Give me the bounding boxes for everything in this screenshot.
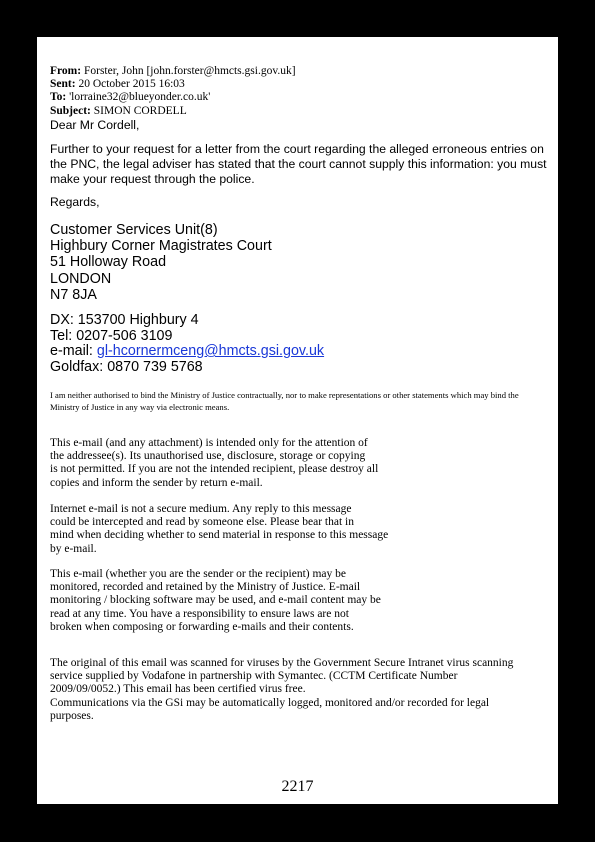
signature-email-line (50, 344, 324, 360)
disclaimer-monitoring (50, 568, 420, 634)
signature-postcode: N7 8JA (50, 286, 97, 303)
disclaimer-line: monitored, recorded and retained by the Ministry of Justice. E-mail (50, 581, 361, 594)
sent-line (50, 78, 296, 91)
page-number: 2217 (281, 778, 314, 795)
sent-label: Sent: (50, 78, 76, 91)
email-header (50, 65, 296, 118)
signature-city: LONDON (50, 270, 112, 287)
subject-value: SIMON CORDELL (93, 104, 187, 117)
to-line (50, 91, 296, 104)
signature-address (50, 222, 272, 303)
signature-tel: Tel: 0207-506 3109 (50, 327, 173, 344)
disclaimer-line: broken when composing or forwarding e-mails and their contents. (50, 620, 354, 633)
disclaimer-line: Internet e-mail is not a secure medium. Any reply to this message (50, 503, 352, 515)
signature-street: 51 Holloway Road (50, 254, 167, 271)
signature-email-link[interactable]: gl-hcornermceng@hmcts.gsi.gov.uk (96, 343, 325, 359)
to-value: 'lorraine32@blueyonder.co.uk' (69, 91, 211, 104)
virus-line: The original of this email was scanned for viruses by the Government Secure Intranet virus scanning (50, 657, 514, 669)
virus-scan-notice (50, 657, 513, 723)
disclaimer-line: read at any time. You have a responsibility to ensure laws are not (50, 607, 349, 620)
from-value: Forster, John [john.forster@hmcts.gsi.gov.uk] (83, 65, 296, 77)
signature-contact (50, 313, 324, 375)
signature-goldfax: Goldfax: 0870 739 5768 (50, 358, 203, 375)
subject-label: Subject: (50, 104, 91, 117)
sent-value: 20 October 2015 16:03 (78, 78, 185, 91)
disclaimer-line: is not permitted. If you are not the intended recipient, please destroy all (50, 463, 379, 476)
signature-email-label: e-mail: (50, 343, 97, 359)
document-page (37, 37, 558, 804)
to-label: To: (50, 91, 67, 104)
from-label: From: (50, 65, 82, 77)
disclaimer-line: monitoring / blocking software may be used, and e-mail content may be (50, 594, 381, 607)
disclaimer-confidentiality (50, 437, 420, 490)
signature-dx: DX: 153700 Highbury 4 (50, 312, 199, 328)
virus-line: service supplied by Vodafone in partnership with Symantec. (CCTM Certificate Number (50, 670, 458, 683)
disclaimer-line: This e-mail (and any attachment) is intended only for the attention of (50, 437, 368, 449)
disclaimer-line: the addressee(s). Its unauthorised use, disclosure, storage or copying (50, 450, 366, 463)
authority-notice: I am neither authorised to bind the Ministry of Justice contractually, nor to make representations or other statements which may bind the Ministry of Justice in any way via electronic means. (50, 390, 519, 413)
from-line (50, 65, 296, 78)
greeting: Dear Mr Cordell, (50, 118, 140, 132)
virus-line: Communications via the GSi may be automatically logged, monitored and/or recorded for legal (50, 696, 490, 709)
disclaimer-line: by e-mail. (50, 542, 97, 555)
signature-unit: Customer Services Unit(8) (50, 222, 218, 238)
disclaimer-line: mind when deciding whether to send material in response to this message (50, 529, 389, 542)
body-paragraph: Further to your request for a letter from the court regarding the alleged erroneous entries on the PNC, the legal adviser has stated that the court cannot supply this information: you must make your request through the police. (50, 142, 547, 186)
disclaimer-line: This e-mail (whether you are the sender or the recipient) may be (50, 568, 347, 580)
subject-line (50, 105, 296, 118)
signature-court: Highbury Corner Magistrates Court (50, 238, 272, 255)
disclaimer-security (50, 503, 420, 556)
virus-line: 2009/09/0052.) This email has been certified virus free. (50, 683, 306, 696)
regards: Regards, (50, 195, 100, 209)
virus-line: purposes. (50, 709, 94, 722)
disclaimer-line: could be intercepted and read by someone else. Please bear that in (50, 516, 354, 529)
disclaimer-line: copies and inform the sender by return e-mail. (50, 476, 263, 489)
